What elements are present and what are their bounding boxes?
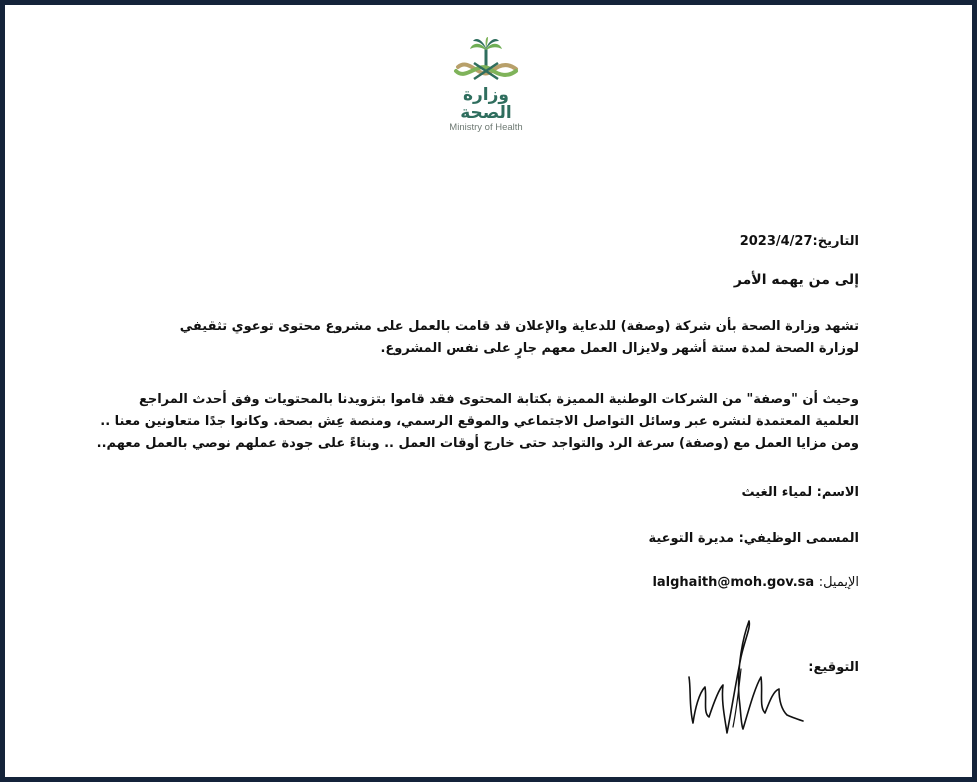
paragraph-2 [97,389,859,455]
handwritten-signature [679,617,809,737]
paragraph-1-line: لوزارة الصحة لمدة ستة أشهر ولايزال العمل معهم جارٍ على نفس المشروع. [380,341,859,356]
salutation: إلى من يهمه الأمر [733,272,859,288]
job-title-line [648,528,859,550]
letter-page [5,5,972,777]
job-title-value: مديرة التوعية [648,531,735,546]
date-label: التاريخ: [812,234,859,249]
email-label: الإيميل: [818,575,859,590]
ministry-logo [441,37,531,133]
job-title-label: المسمى الوظيفي: [738,531,859,546]
signature-label: التوقيع: [808,660,859,675]
date-line [740,231,859,253]
logo-arabic-text: وزارة الصحة [460,85,512,123]
email-value: lalghaith@moh.gov.sa [652,575,815,590]
email-line [652,572,859,594]
name-line [741,482,859,504]
logo-english-text: Ministry of Health [449,122,523,133]
paragraph-2-line: ومن مزايا العمل مع (وصفة) سرعة الرد والتواجد حتى خارج أوقات العمل .. وبناءً على جودة عملهم نوصي بالعمل معهم.. [96,436,859,451]
paragraph-2-line: العلمية المعتمدة لنشره عبر وسائل التواصل الاجتماعي والموقع الرسمي، ومنصة عِش بصحة. وكانوا جدًا متعاونين معنا .. [100,414,859,429]
paragraph-1-line: تشهد وزارة الصحة بأن شركة (وصفة) للدعاية والإعلان قد قامت بالعمل على مشروع محتوى توعوي تثقيفي [179,319,859,334]
paragraph-1 [180,316,859,360]
paragraph-2-line: وحيث أن "وصفة" من الشركات الوطنية المميزة بكتابة المحتوى فقد قاموا بتزويدنا بالمحتويات وفق أحدث المراجع [138,392,859,407]
palm-swords-emblem-icon [444,37,528,85]
name-value: لمياء الغيث [741,485,813,500]
name-label: الاسم: [816,485,859,500]
date-value: 2023/4/27 [739,234,813,249]
